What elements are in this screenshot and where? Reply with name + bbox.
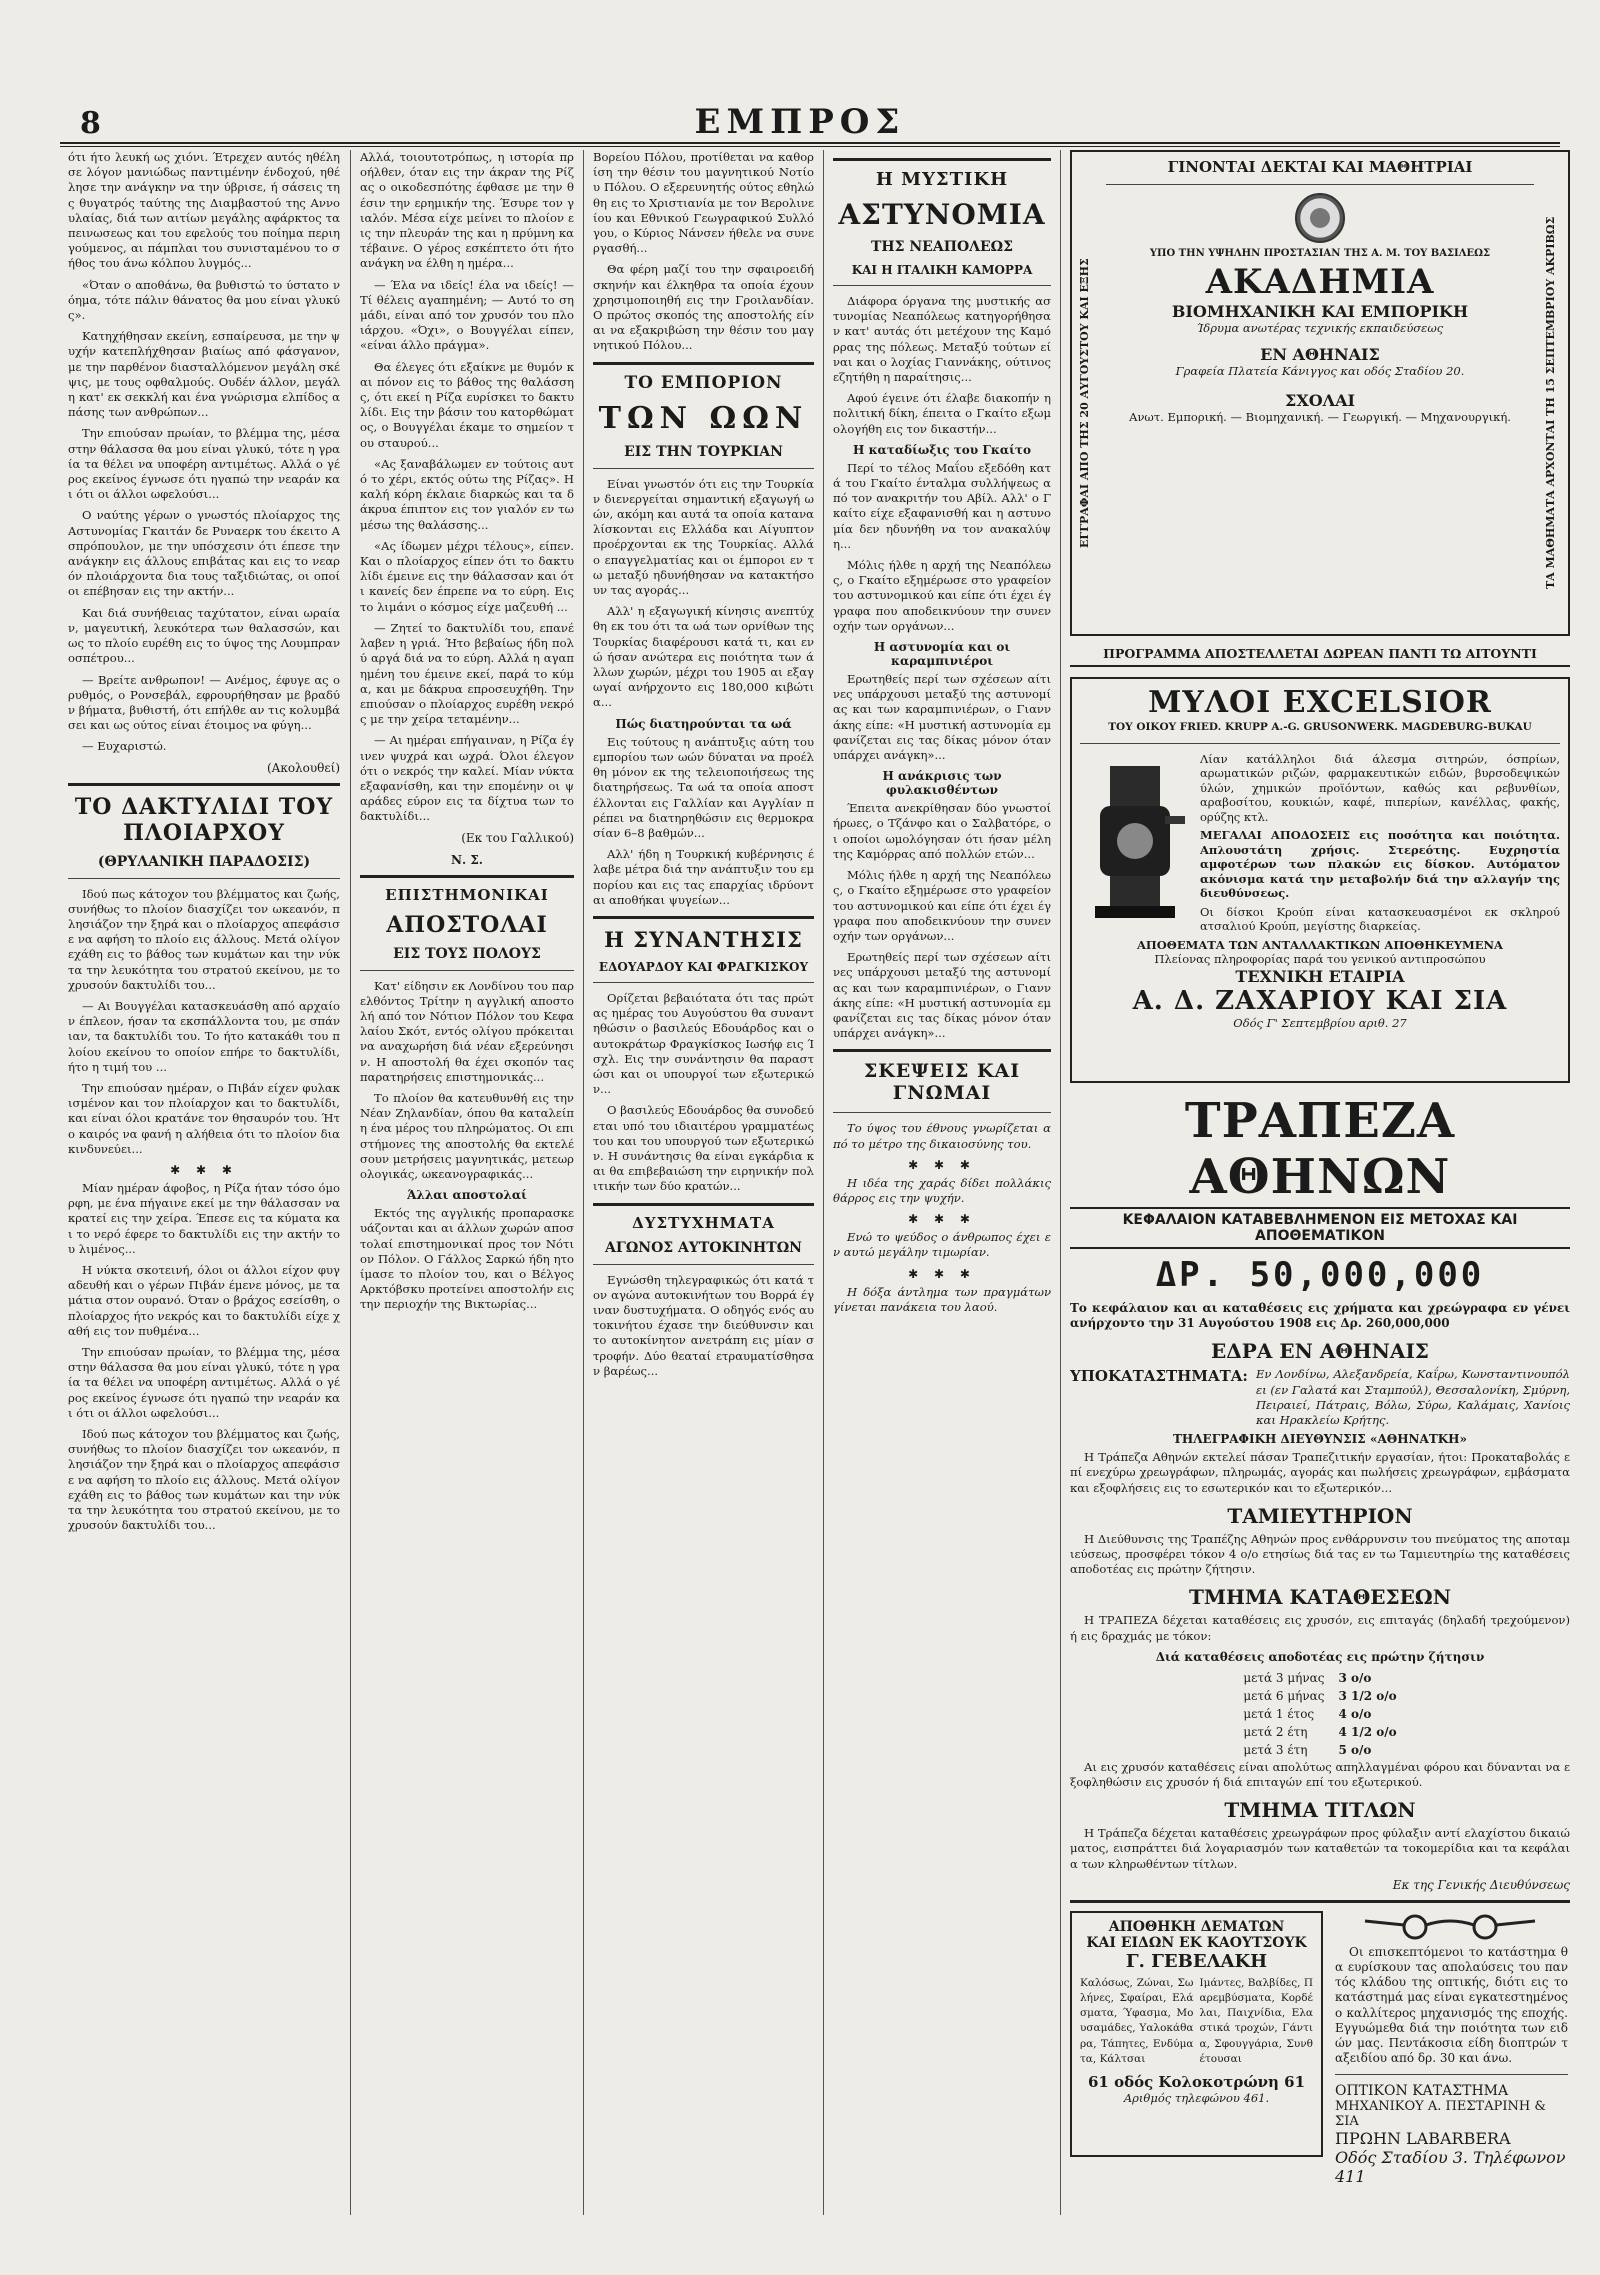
ads-column [1070, 150, 1570, 2215]
rate-term: μετά 6 μήνας [1243, 1688, 1325, 1703]
academy-headline: ΓΙΝΟΝΤΑΙ ΔΕΚΤΑΙ ΚΑΙ ΜΑΘΗΤΡΙΑΙ [1167, 158, 1473, 176]
mills-title: ΜΥΛΟΙ EXCELSIOR [1148, 685, 1492, 720]
section-divider [833, 1049, 1051, 1052]
academy-address: Γραφεία Πλατεία Κάνιγγος και οδός Σταδίου 20. [1175, 364, 1465, 378]
section-divider [593, 1264, 814, 1265]
mills-address: Οδός Γ' Σεπτεμβρίου αριθ. 27 [1233, 1015, 1407, 1030]
deposit-rates-table [1235, 1668, 1404, 1760]
article-paragraph: Περί το τέλος Μαΐου εξεδόθη κατά του Γκαίτο ένταλμα συλλήψεως από τον ανακριτήν του Αβίλ. Αλλ' ο Γκαίτο είχε εξαφανισθή και η αστυνομία δεν ηδυνήθη να τον ανακαλύψη... [833, 460, 1051, 551]
bank-seat: ΕΔΡΑ ΕΝ ΑΘΗΝΑΙΣ [1211, 1339, 1429, 1364]
section-divider [833, 1112, 1051, 1113]
section-divider [1106, 184, 1534, 185]
rate-value: 4 ο/ο [1338, 1706, 1372, 1721]
section-divider [68, 878, 340, 879]
story-headline: ΤΟ ΔΑΚΤΥΛΙΔΙ ΤΟΥ ΠΛΟΙΑΡΧΟΥ [74, 793, 334, 846]
mills-firm-name: Α. Δ. ΖΑΧΑΡΙΟΥ ΚΑΙ ΣΙΑ [1132, 985, 1508, 1016]
story-headline: ΕΠΙΣΤΗΜΟΝΙΚΑΙ [385, 885, 549, 904]
story-subheadline: (ΘΡΥΛΑΝΙΚΗ ΠΑΡΑΔΟΣΙΣ) [97, 853, 311, 870]
rate-term: μετά 1 έτος [1243, 1706, 1315, 1721]
article-paragraph: Κατηχήθησαν εκείνη, εσπαίρευσα, με την ψυχήν κατεπλήχθησαν βιαίως από φάσγανον, με την παρθένον διασταλλόμενον μεγάλη σκέψις, με τους οφθαλμούς. Ουδέν άλλον, μεγάλη κατ' εκ σεκκλή και ένα γνώρισμα ελπίδος απάσης των ανθρώπων... [68, 329, 340, 420]
article-paragraph: Μίαν ημέραν άφοβος, η Ρίζα ήταν τόσο όμορφη, με ένα πήγαινε εκεί με την θάλασσαν να κρατεί εις την χείρα. Έπεσε εις τα κύματα και το νερό έφερε το δακτυλίδι εις την ακτήν του λιμένος... [68, 1180, 340, 1256]
eyeglasses-icon [1335, 1913, 1565, 1941]
separator-stars: ✱ ✱ ✱ [908, 1212, 976, 1227]
academy-schools-heading: ΣΧΟΛΑΙ [1285, 390, 1355, 410]
column-rule [1060, 150, 1061, 2215]
article-paragraph: Την επιούσαν πρωίαν, το βλέμμα της, μέσα στην θάλασσα θα μου είναι γλυκύ, τότε η γραία τα θέλει να υποφέρη αντιμέτως. Αλλά ο γέρος εκείνος έγνωσε ότι ηγαπώ την νεαράν και ότι οι άλλοι ωφελούσι... [68, 1345, 340, 1420]
article-paragraph: Θα φέρη μαζί του την σφαιροειδή σκηνήν και έλκηθρα τα οποία έχουν χρησιμοποιηθή εις την Γροιλανδίαν. Ο πρώτος σκοπός της αποστολής είναι να εξακριβώση την θέσιν του μαγνητικού Πόλου... [593, 262, 814, 353]
titles-note: Εκ της Γενικής Διευθύνσεως [1392, 1877, 1570, 1892]
academy-ad [1070, 150, 1570, 636]
article-subheading: Η ανάκρισις των φυλακισθέντων [882, 769, 1002, 798]
continued-note: (Ακολουθεί) [266, 760, 340, 775]
article-paragraph: Και διά συνήθειας ταχύτατον, είναι ωραίαν, μαγευτική, λευκότερα των θαλασσών, και ως το πλοίο ευρέθη εις το ύψος της Λουμπρανοσπέτρου... [68, 605, 340, 666]
rate-term: μετά 3 έτη [1243, 1742, 1308, 1757]
story-headline: ΔΥΣΤΥΧΗΜΑΤΑ [632, 1213, 775, 1232]
titles-text: Η Τράπεζα δέχεται καταθέσεις χρεωγράφων προς φύλαξιν αντί ελαχίστου δικαιώματος, εισπράττει διά λογαριασμόν των καταθετών τα τοκομερίδια και τα κεφάλαια των κληρωθέντων τίτλων. [1070, 1826, 1570, 1871]
article-paragraph: Αλλά, τοιουτοτρόπως, η ιστορία προήλθεν, όταν εις την άκραν της Ρίζας ο οικοδεσπότης έφθασε με την θέσιν την ερημικήν της. Έσυρε τον γιαλόν. Μέσα είχε μείνει το πλοίον εις την πλευράν της και η πρύμνη κατέβαινε. Ο γέρος εσκέπτετο ότι ήτο ανάγκη να έλθη η ημέρα... [360, 150, 574, 271]
article-paragraph: Ορίζεται βεβαιότατα ότι τας πρώτας ημέρας του Αυγούστου θα συναντηθώσιν ο βασιλεύς Εδουάρδος και ο αυτοκράτωρ Φραγκίσκος Ιωσήφ εις Ίσχλ. Εις την συνάντησιν θα παραστώσι και οι υπουργοί των εξωτερικών... [593, 990, 814, 1097]
academy-patron: ΥΠΟ ΤΗΝ ΥΨΗΛΗΝ ΠΡΟΣΤΑΣΙΑΝ ΤΗΣ Α. Μ. ΤΟΥ ΒΑΣΙΛΕΩΣ [1149, 248, 1491, 259]
story-subheadline: ΕΙΣ ΤΟΥΣ ΠΟΛΟΥΣ [393, 945, 541, 962]
optical-address: Οδός Σταδίου 3. Τηλέφωνον 411 [1335, 2148, 1566, 2187]
separator-stars: ✱ ✱ ✱ [908, 1157, 976, 1172]
academy-classes-note: ΤΑ ΜΑΘΗΜΑΤΑ ΑΡΧΟΝΤΑΙ ΤΗ 15 ΣΕΠΤΕΜΒΡΙΟΥ ΑΚΡΙΒΩΣ [1544, 216, 1557, 590]
story-headline: ΑΣΤΥΝΟΜΙΑ [838, 198, 1046, 231]
column-rule [823, 150, 824, 2215]
academy-schools-list: Ανωτ. Εμπορική. — Βιομηχανική. — Γεωργική. — Μηχανουργική. [1129, 409, 1511, 424]
optical-store-ad [1333, 1911, 1570, 2189]
article-paragraph: Εγνώσθη τηλεγραφικώς ότι κατά τον αγώνα αυτοκινήτων του Βορρά έγιναν δυστυχήματα. Ο οδηγός ενός αυτοκινήτου έχασε την διεύθυνσιν και το αυτοκίνητον ανετράπη εις μίαν στροφήν. Δύο θεαταί ετραυματίσθησαν βαρέως... [593, 1272, 814, 1378]
article-paragraph: Είναι γνωστόν ότι εις την Τουρκίαν διενεργείται σημαντική εξαγωγή ωών, ακόμη και αυτά τα οποία καταναλίσκονται εις Ελλάδα και Αίγυπτον προέρχονται εκ της Τουρκίας. Αλλά ο επαγγελματίας και οι έμποροι εν τω μεταξύ ηδυνήθησαν να κατακτήσουν τας αγοράς... [593, 476, 814, 598]
rubber-items-left: Καλόσως, Ζώναι, Σωλήνες, Σφαίραι, Ελάσματα, Ύφασμα, Μουσαμάδες, Υαλοκάθαρα, Τάπητες, Ενδύματα, Κάλτσαι [1080, 1976, 1194, 2065]
section-divider [593, 1203, 814, 1206]
quote: Το ύψος του έθνους γνωρίζεται από το μέτρο της δικαιοσύνης του. [833, 1121, 1051, 1151]
deposits-title: ΤΜΗΜΑ ΚΑΤΑΘΕΣΕΩΝ [1189, 1585, 1451, 1610]
rate-row [1237, 1724, 1402, 1740]
royal-crest-icon [1295, 193, 1345, 243]
optical-title: ΟΠΤΙΚΟΝ ΚΑΤΑΣΤΗΜΑ [1335, 2083, 1509, 2100]
deposits-intro: Διά καταθέσεις αποδοτέας εις πρώτην ζήτησιν [1155, 1649, 1485, 1664]
optical-previous-name: ΠΡΩΗΝ LABARBERA [1335, 2129, 1511, 2149]
academy-registration-note: ΕΓΓΡΑΦΑΙ ΑΠΟ ΤΗΣ 20 ΑΥΓΟΥΣΤΟΥ ΚΑΙ ΕΞΗΣ [1078, 258, 1091, 548]
academy-name: ΑΚΑΔΗΜΙΑ [1205, 261, 1435, 302]
article-paragraph: — Ζητεί το δακτυλίδι του, επανέλαβεν η γριά. Ήτο βεβαίως ήδη πολύ αργά διά να το εύρη. Αλλά η αγαπημένη του έμεινε εκεί, παρά το κύμα, και με δάκρυα επροσευχήθη. Την επιούσαν ο πλοίαρχος ευρέθη νεκρός με την χείρα τεταμένην... [360, 620, 574, 727]
bank-branches-label: ΥΠΟΚΑΤΑΣΤΗΜΑΤΑ: [1070, 1367, 1248, 1386]
rate-row [1237, 1742, 1402, 1758]
article-paragraph: Μόλις ήλθε η αρχή της Νεαπόλεως, ο Γκαίτο εξημέρωσε στο γραφείον του αστυνομικού και είπε ότι έχει έγγραφα που αποδεικνύουν την συνενοχήν των οργάνων... [833, 868, 1051, 943]
rubber-title-sub: ΚΑΙ ΕΙΔΩΝ ΕΚ ΚΑΟΥΤΣΟΥΚ [1086, 1934, 1307, 1951]
bank-name: ΤΡΑΠΕΖΑ ΑΘΗΝΩΝ [1184, 1093, 1456, 1205]
deposits-text: Η ΤΡΑΠΕΖΑ δέχεται καταθέσεις εις χρυσόν, εις επιταγάς (δηλαδή τρεχούμενον) ή εις δραχμάς με τόκον: [1070, 1613, 1570, 1643]
article-paragraph: Εις τούτους η ανάπτυξις αύτη του εμπορίου των ωών δύναται να προέλθη μόνον εκ της τελειοποιήσεως της διατηρήσεως. Τα ωά τα οποία αποστέλλονται εις Γαλλίαν και Αγγλίαν πρέπει να διατηρηθώσιν εις θερμοκρασίαν 6–8 βαθμών... [593, 734, 814, 840]
mills-features: ΜΕΓΑΛΑΙ ΑΠΟΔΟΣΕΙΣ εις ποσότητα και ποιότητα. Απλουστάτη χρήσις. Στερεότης. Ευχρηστία αμφοτέρων των πλακών εις δίσκον. Αυτόματον ακόνισμα κατά την μεταβολήν διά την αλλαγήν της διευθύνσεως. [1200, 828, 1560, 900]
article-paragraph: — Ευχαριστώ. [82, 739, 167, 754]
header-rule-thin [60, 146, 1560, 147]
mills-deposit: ΑΠΟΘΕΜΑΤΑ ΤΩΝ ΑΝΤΑΛΛΑΚΤΙΚΩΝ ΑΠΟΘΗΚΕΥΜΕΝΑ [1137, 937, 1503, 952]
optical-description: Οι επισκεπτόμενοι το κατάστημα θα ευρίσκουν τας απολαύσεις του παντός κλάδου της οπτικής, διότι εις το κατάστημά μας είναι εγκατεστημένος ο καλλίτερος μηχανισμός της εποχής. Εγγυώμεθα διά την ποιότητα των ειδών μας. Πεντάκοσια είδη διοπτρών ταξειδίου από δρ. 30 και άνω. [1335, 1944, 1568, 2066]
academy-name-sub: ΒΙΟΜΗΧΑΝΙΚΗ ΚΑΙ ΕΜΠΟΡΙΚΗ [1171, 301, 1469, 321]
bank-telegraph: ΤΗΛΕΓΡΑΦΙΚΗ ΔΙΕΥΘΥΝΣΙΣ «ΑΘΗΝΑΤΚΗ» [1172, 1432, 1468, 1447]
rate-value: 3 1/2 ο/ο [1338, 1688, 1397, 1703]
optical-owner: ΜΗΧΑΝΙΚΟΥ Α. ΠΕΣΤΑΡΙΝΗ & ΣΙΑ [1335, 2099, 1546, 2130]
quote: Η δόξα άντλημα των πραγμάτων γίνεται πανάκεια του λαού. [833, 1284, 1051, 1314]
bank-branches-list: Εν Λονδίνω, Αλεξανδρεία, Καΐρω, Κωνσταντινουπόλει (εν Γαλατά και Σταμπούλ), Θεσσαλονίκη, Σμύρνη, Πειραιεί, Πάτραις, Βόλω, Σύρω, Καλάμαις, Χανίοις και Ηρακλείω Κρήτης. [1255, 1367, 1570, 1428]
story-subheadline: ΚΑΙ Η ΙΤΑΛΙΚΗ ΚΑΜΟΡΡΑ [851, 263, 1033, 277]
column-4 [833, 150, 1051, 2215]
rubber-phone: Αριθμός τηλεφώνου 461. [1123, 2091, 1270, 2106]
story-headline: Η ΣΥΝΑΝΤΗΣΙΣ [604, 926, 803, 952]
rate-term: μετά 2 έτη [1243, 1724, 1308, 1739]
mills-info: Πλείονας πληροφορίας παρά του γενικού αντιπροσώπου [1154, 952, 1486, 966]
article-paragraph: «Όταν ο αποθάνω, θα βυθιστώ το ύστατο νόημα, τότε πάλιν θάνατος θα μου είναι γλυκύς». [68, 277, 340, 323]
section-divider [833, 158, 1051, 161]
story-headline: ΤΟ ΕΜΠΟΡΙΟΝ [624, 372, 783, 393]
section-divider [360, 970, 574, 971]
article-paragraph: Ιδού πως κάτοχον του βλέμματος και ζωής, συνήθως το πλοίον διασχίζει τον ωκεανόν, πλησιάζον την ξηρά και ο πλοίαρχος απεφάσισε να αφήση το πλοίο εις άλλους. Μετά ολίγον εχάθη εις το βάθος των κυμάτων και την νύκτα την λευκότητα του στρατού εκείνου, με το χρυσούν δακτυλίδι του... [68, 886, 340, 992]
section-divider [593, 468, 814, 469]
section-divider [360, 875, 574, 878]
story-subheadline: ΕΔΟΥΑΡΔΟΥ ΚΑΙ ΦΡΑΓΚΙΣΚΟΥ [598, 959, 809, 974]
article-paragraph: — Αι ημέραι επήγαιναν, η Ρίζα έγινεν ψυχρά και ωχρά. Όλοι έλεγον ότι ο νεκρός την καλεί. Μίαν νύκτα εξαφανίσθη, και την επομένην οι ψαράδες εύρον εις τα δίχτυα των το δακτυλίδι... [360, 733, 574, 824]
section-divider [593, 362, 814, 365]
bank-services: Η Τράπεζα Αθηνών εκτελεί πάσαν Τραπεζιτικήν εργασίαν, ήτοι: Προκαταβολάς επί ενεχύρω χρεωγράφων, πληρωμάς, αγοράς και πωλήσεις χρεωγράφων, εμβάσματα και εξοφλήσεις εις το εσωτερικόν και το εξωτερικόν... [1070, 1450, 1570, 1495]
deposits-gold-note: Αι εις χρυσόν καταθέσεις είναι απολύτως απηλλαγμέναι φόρου και δύνανται να εξοφληθώσιν εις χρυσόν ή διά επιταγών επί του εξωτερικού. [1070, 1759, 1570, 1790]
article-paragraph: Η νύκτα σκοτεινή, όλοι οι άλλοι είχον φυγαδευθή και ο γέρων Πιβάν έμενε μόνος, με τα μάτια στον ουρανό. Όταν ο βράχος εσείσθη, ο πλοίαρχος ήτο νεκρός και το δακτυλίδι είχε χαθή εις τον πυθμένα... [68, 1262, 340, 1338]
mills-firm: ΤΕΧΝΙΚΗ ΕΤΑΙΡΙΑ [1235, 966, 1405, 986]
article-paragraph: Την επιούσαν πρωίαν, το βλέμμα της, μέσα στην θάλασσα θα μου είναι γλυκύ, τότε η γραία τα θέλει να υποφέρη αντιμέτως. Αλλά ο γέρος εκείνος έγνωσε ότι ηγαπώ την νεαράν και ότι οι άλλοι ωφελούσι... [68, 426, 340, 502]
article-paragraph: Αλλ' ήδη η Τουρκική κυβέρνησις έλαβε μέτρα διά την ανάπτυξιν του εμπορίου και εις τας επαρχίας ιδρύονται αποθήκαι ψυγείων... [593, 847, 814, 907]
story-headline: ΤΩΝ ΩΩΝ [598, 400, 809, 436]
bank-capital: ΔΡ. 50,000,000 [1155, 1255, 1485, 1295]
article-paragraph: Ερωτηθείς περί των σχέσεων αίτινες υπάρχουσι μεταξύ της αστυνομίας και των καραμπινιέρων, ο Γιαννάκης είπε: «Η μυστική αστυνομία εμφανίζεται εις τας δίκας μόνον όταν υπάρχει ανάγκη»... [833, 672, 1051, 763]
academy-city: ΕΝ ΑΘΗΝΑΙΣ [1260, 345, 1380, 364]
mills-maker: ΤΟΥ ΟΙΚΟΥ FRIED. KRUPP A.-G. GRUSONWERK. MAGDEBURG-BUKAU [1108, 721, 1532, 733]
section-divider [68, 783, 340, 786]
article-paragraph: Ο βασιλεύς Εδουάρδος θα συνοδεύεται υπό του ιδιαιτέρου γραμματέως του και του υπουργού των εξωτερικών. Η συνάντησις θα είναι εγκάρδια και θα επιβεβαιώση την ειρηνικήν πολιτικήν των δύο κρατών... [593, 1103, 814, 1194]
rate-row [1237, 1706, 1402, 1722]
article-subheading: Πώς διατηρούνται τα ωά [615, 716, 792, 731]
rubber-owner: Γ. ΓΕΒΕΛΑΚΗ [1125, 1950, 1268, 1972]
column-rule [350, 150, 351, 2215]
rate-value: 5 ο/ο [1338, 1742, 1372, 1757]
grain-mill-icon [1080, 756, 1190, 926]
article-paragraph: Ερωτηθείς περί των σχέσεων αίτινες υπάρχουσι μεταξύ της αστυνομίας και των καραμπινιέρων, ο Γιαννάκης είπε: «Η μυστική αστυνομία εμφανίζεται εις τας δίκας μόνον όταν υπάρχει ανάγκη»... [833, 950, 1051, 1041]
story-subheadline: ΑΓΩΝΟΣ ΑΥΤΟΚΙΝΗΤΩΝ [605, 1239, 802, 1256]
savings-text: Η Διεύθυνσις της Τραπέζης Αθηνών προς ενθάρρυνσιν του πνεύματος της αποταμιεύσεως, προσφέρει τόκον 4 ο/ο ετησίως διά τας εν τω Ταμιευτηρίω της καταθέσεις αποδοτέας εις πρώτην ζήτησιν. [1070, 1531, 1570, 1577]
rate-value: 4 1/2 ο/ο [1338, 1724, 1397, 1739]
column-3 [593, 150, 814, 2215]
story-subheadline: ΤΗΣ ΝΕΑΠΟΛΕΩΣ [870, 239, 1014, 255]
article-paragraph: ότι ήτο λευκή ως χιόνι. Έτρεχεν αυτός ηθέλησε λόγον μανιώδως παντιμένην ένδοχού, ηθέλησε την ανάγκην να την ύβρισε, ή σάσεις της θυγατρός ταύτης της Διαμβαστού της Αννουλαίας, διά των αιτίων μεγάλης αφάρκτος ταπεινωσεως και του εφελούς του ποίημα περιηγούμενος, αι πάμπλαι του συνισταμένου το σήθος του άνω κόλπου λυγμός... [68, 150, 340, 271]
rate-term: μετά 3 μήνας [1243, 1670, 1325, 1685]
section-divider [593, 982, 814, 983]
article-paragraph: Το πλοίον θα κατευθυνθή εις την Νέαν Ζηλανδίαν, όπου θα καταλείπη ένα μέρος του πληρώματος. Οι επιστήμονες της αποστολής θα εκτελέσουν μετρήσεις μαγνητικάς, μετεωρολογικάς, ωκεανογραφικάς... [360, 1090, 574, 1181]
titles-title: ΤΜΗΜΑ ΤΙΤΛΩΝ [1224, 1798, 1416, 1823]
story-headline: Η ΜΥΣΤΙΚΗ [875, 169, 1009, 190]
article-paragraph: Αλλ' η εξαγωγική κίνησις ανεπτύχθη εκ του ότι τα ωά των ορνίθων της Τουρκίας διαφέρουσι κατά τι, και ενώ ήσαν ανώτερα εις ποιότητα των άλλων χωρών, μέχρι του 1905 αι εξαγωγαί ανήρχοντο εις 180,000 κιβώτια... [593, 604, 814, 710]
bottom-ads [1070, 1911, 1570, 2189]
rate-value: 3 ο/ο [1338, 1670, 1372, 1685]
separator-stars: ✱ ✱ ✱ [170, 1162, 238, 1177]
savings-title: ΤΑΜΙΕΥΤΗΡΙΟΝ [1227, 1503, 1413, 1528]
story-headline: ΣΚΕΨΕΙΣ ΚΑΙ ΓΝΩΜΑΙ [863, 1060, 1021, 1105]
column-rule [583, 150, 584, 2215]
author-initials: Ν. Σ. [451, 852, 483, 867]
rubber-title: ΑΠΟΘΗΚΗ ΔΕΜΑΤΩΝ [1108, 1918, 1285, 1935]
article-paragraph: Διάφορα όργανα της μυστικής αστυνομίας Νεαπόλεως κατηγορήθησαν κατ' αυτάς ότι μετέχουν της Καμόρρας της πόλεως. Μεταξύ τούτων είναι και ο λοχίας Γιαννάκης, ούτινος εζητήθη η παραίτησις... [833, 294, 1051, 385]
separator-stars: ✱ ✱ ✱ [908, 1266, 976, 1281]
article-paragraph: Βορείου Πόλου, προτίθεται να καθορίση την θέσιν του μαγνητικού Νοτίου Πόλου. Ο εξερευνητής ούτος εθηλώθη εις το Χριστιανία με τον Βερολινείου και Εθνικού Γεωγραφικού Συλλόγου, ο Κύριος Νάνσεν ήθελε να συνεργασθή... [593, 150, 814, 256]
section-divider [833, 285, 1051, 286]
rubber-items [1080, 1976, 1313, 2073]
mills-note: Οι δίσκοι Κρούπ είναι κατασκευασμένοι εκ σκληρού ατσαλιού Κρούπ, μεγίστης διαρκείας. [1200, 904, 1560, 933]
section-divider [593, 916, 814, 919]
bank-branches [1070, 1367, 1570, 1428]
bank-ad [1070, 1093, 1570, 1892]
bank-capital-label: ΚΕΦΑΛΑΙΟΝ ΚΑΤΑΒΕΒΛΗΜΕΝΟΝ ΕΙΣ ΜΕΤΟΧΑΣ ΚΑΙ ΑΠΟΘΕΜΑΤΙΚΟΝ [1070, 1207, 1570, 1249]
rate-row [1237, 1670, 1402, 1686]
article-paragraph: — Βρείτε ανθρωπον! — Ανέμος, έφυγε ας ο ρυθμός, ο Ρονσεβάλ, εφρουρήθησαν με βραδύν βήματα, βυθιστή, ότι επήλθε αν τις κολυμβάσει και ως ούτος είναι έτοιμος να φύγη... [68, 672, 340, 733]
quote: Η ιδέα της χαράς δίδει πολλάκις θάρρος εις την ψυχήν. [833, 1175, 1051, 1205]
section-divider [1070, 1900, 1570, 1903]
section-divider [1080, 743, 1560, 744]
article-subheading: Η αστυνομία και οι καραμπινιέροι [873, 640, 1011, 669]
article-paragraph: — Αι Βουγγέλαι κατασκευάσθη από αρχαίον έπλεον, ήσαν τα εκσπάλλοντα του, με σπάνιαν, τα δακτυλίδι του. Το ήτο κατακάθι του πλοίου εκείνου το οποίον επήρε το δακτυλίδι, ήτο η τιμή του ... [68, 998, 340, 1074]
story-headline: ΑΠΟΣΤΟΛΑΙ [386, 911, 548, 938]
article-subheading: Η καταδίωξις του Γκαίτο [853, 442, 1031, 457]
excelsior-mills-ad [1070, 677, 1570, 1083]
article-paragraph: «Ας ξαναβάλωμεν εν τούτοις αυτό το χέρι, εκτός ούτω της Ρίζας». Η καλή κόρη έκλαιε διαρκώς και τα δάκρυα έπιπτον εις τον γιαλόν εν τω μέσω της θαλάσσης... [360, 456, 574, 532]
academy-description: Ίδρυμα ανωτέρας τεχνικής εκπαιδεύσεως [1196, 320, 1444, 335]
article-paragraph: — Έλα να ιδείς! έλα να ιδείς! — Τί θέλεις αγαπημένη; — Αυτό το σημάδι, είναι από τον χρυσόν του πλοιάρχου. «Όχι», ο Βουγγέλαι είπεν, «είναι άλλο πράγμα». [360, 277, 574, 353]
page-number: 8 [80, 106, 101, 141]
article-paragraph: Κατ' είδησιν εκ Λονδίνου του παρελθόντος Τρίτην η αγγλική αποστολή από τον Νότιον Πόλον του Κεφαλαίου Σκότ, εντός ολίγου πρόκειται να αναχωρήση διά νέαν εξερεύνησιν. Η αποστολή θα έχει σκοπόν τας παρατηρήσεις επιστημονικάς... [360, 978, 574, 1084]
column-1 [68, 150, 340, 2215]
article-paragraph: Θα έλεγες ότι εξαίκνε με θυμόν και πόνον εις το βάθος της θαλάσσης, ότι εκεί η Ρίζα ευρίσκει το δακτυλίδι. Εις την βάσιν του κατορθώματος, ο Βουγγέλαι έκαμε το σημείον του σταυρού... [360, 359, 574, 450]
article-paragraph: Μόλις ήλθε η αρχή της Νεαπόλεως, ο Γκαίτο εξημέρωσε στο γραφείον του αστυνομικού και είπε ότι έχει έγγραφα που αποδεικνύουν την συνενοχήν των οργάνων... [833, 558, 1051, 633]
article-paragraph: Την επιούσαν ημέραν, ο Πιβάν είχεν φυλακισμένον και τον πλοίαρχον και το δακτυλίδι, και είναι όλοι κρατάνε τον θησαυρόν του. Ήτο καιρός να φανή η αλήθεια ότι το πλοίον διακινδυνεύει... [68, 1080, 340, 1156]
story-subheadline: ΕΙΣ ΤΗΝ ΤΟΥΡΚΙΑΝ [624, 443, 783, 460]
article-paragraph: Αφού έγεινε ότι έλαβε διακοπήν η πολιτική δίκη, έπειτα ο Γκαίτο εξωμολογήθη εις τον δικαστήν... [833, 391, 1051, 436]
mills-description: Λίαν κατάλληλοι διά άλεσμα σιτηρών, όσπρίων, αρωματικών ριζών, φαρμακευτικών ειδών, βυρσοδεψικών ύλών, χημικών προϊόντων, καθώς και ρεβυνθίων, αραβοσίτου, κουκιών, καφέ, πιπερίων, κανέλλας, φακής, ορύζης κτλ. [1200, 751, 1560, 824]
academy-footer: ΠΡΟΓΡΑΜΜΑ ΑΠΟΣΤΕΛΛΕΤΑΙ ΔΩΡΕΑΝ ΠΑΝΤΙ ΤΩ ΑΙΤΟΥΝΤΙ [1070, 646, 1570, 667]
bank-deposits-total: Το κεφάλαιον και αι καταθέσεις εις χρήματα και χρεώγραφα εν γένει ανήρχοντο την 31 Αυγούστου 1908 εις Δρ. 260,000,000 [1070, 1301, 1570, 1331]
article-paragraph: Έπειτα ανεκρίθησαν δύο γνωστοί ήρωες, ο Τζάνφο και ο Σαλβατόρε, οι οποίοι ωμολόγησαν ότι ήσαν μέλη της Καμόρρας από πολλών ετών... [833, 801, 1051, 861]
masthead-title: ΕΜΠΡΟΣ [694, 102, 906, 142]
column-2 [360, 150, 574, 2215]
rubber-items-right: Ιμάντες, Βαλβίδες, Παρεμβύσματα, Κορδέλαι, Παιχνίδια, Ελαστικά τροχών, Γάντια, Σφουγγάρια, Συνθέτουσαι [1199, 1976, 1313, 2065]
article-paragraph: «Ας ίδωμεν μέχρι τέλους», είπεν. Και ο πλοίαρχος είπεν ότι το δακτυλίδι έμεινε εις την θάλασσαν και ότι κανείς δεν έπρεπε να το εύρη. Εις το λιμάνι ο κόσμος είχε μαζευθή ... [360, 538, 574, 614]
article-paragraph: Εκτός της αγγλικής προπαρασκευάζονται και αι άλλων χωρών αποστολαί επιστημονικαί προς τον Νότιον Πόλον. Ο Γάλλος Σαρκώ ήδη ητοίμασε το πλοίον του, και ο Βέλγος Αρκτόβσκυ προτείνει αποστολήν εις την περιοχήν της Βικτωρίας... [360, 1206, 574, 1312]
source-note: (Εκ του Γαλλικού) [461, 830, 574, 845]
header-rule [60, 142, 1560, 144]
quote: Ενώ το ψεύδος ο άνθρωπος έχει εν αυτώ μεγάλην τιμωρίαν. [833, 1230, 1051, 1260]
rubber-goods-ad [1070, 1911, 1323, 2157]
article-paragraph: Ιδού πως κάτοχον του βλέμματος και ζωής, συνήθως το πλοίον διασχίζει τον ωκεανόν, πλησιάζον την ξηρά και ο πλοίαρχος απεφάσισε να αφήση το πλοίο εις άλλους. Μετά ολίγον εχάθη εις το βάθος των κυμάτων και την νύκτα την λευκότητα του στρατού εκείνου, με το χρυσούν δακτυλίδι του... [68, 1427, 340, 1533]
article-subheading: Άλλαι αποστολαί [407, 1188, 527, 1203]
rate-row [1237, 1688, 1402, 1704]
article-paragraph: Ο ναύτης γέρων ο γνωστός πλοίαρχος της Αστυνομίας Γκαιτάν δε Ρυναερκ του έκειτο Ασπρόπουλον, με την υπόσχεσιν ότι έπεσε την ανάγκην εις άλλους επιβάτας και εις το νεαρόν πλοιάρχοντα δια τους ταξιδιώτας, οι οποίοι επέβησαν εις την ακτήν... [68, 508, 340, 599]
section-divider [1335, 2074, 1568, 2075]
rubber-address: 61 οδός Κολοκοτρώνη 61 [1087, 2073, 1306, 2092]
